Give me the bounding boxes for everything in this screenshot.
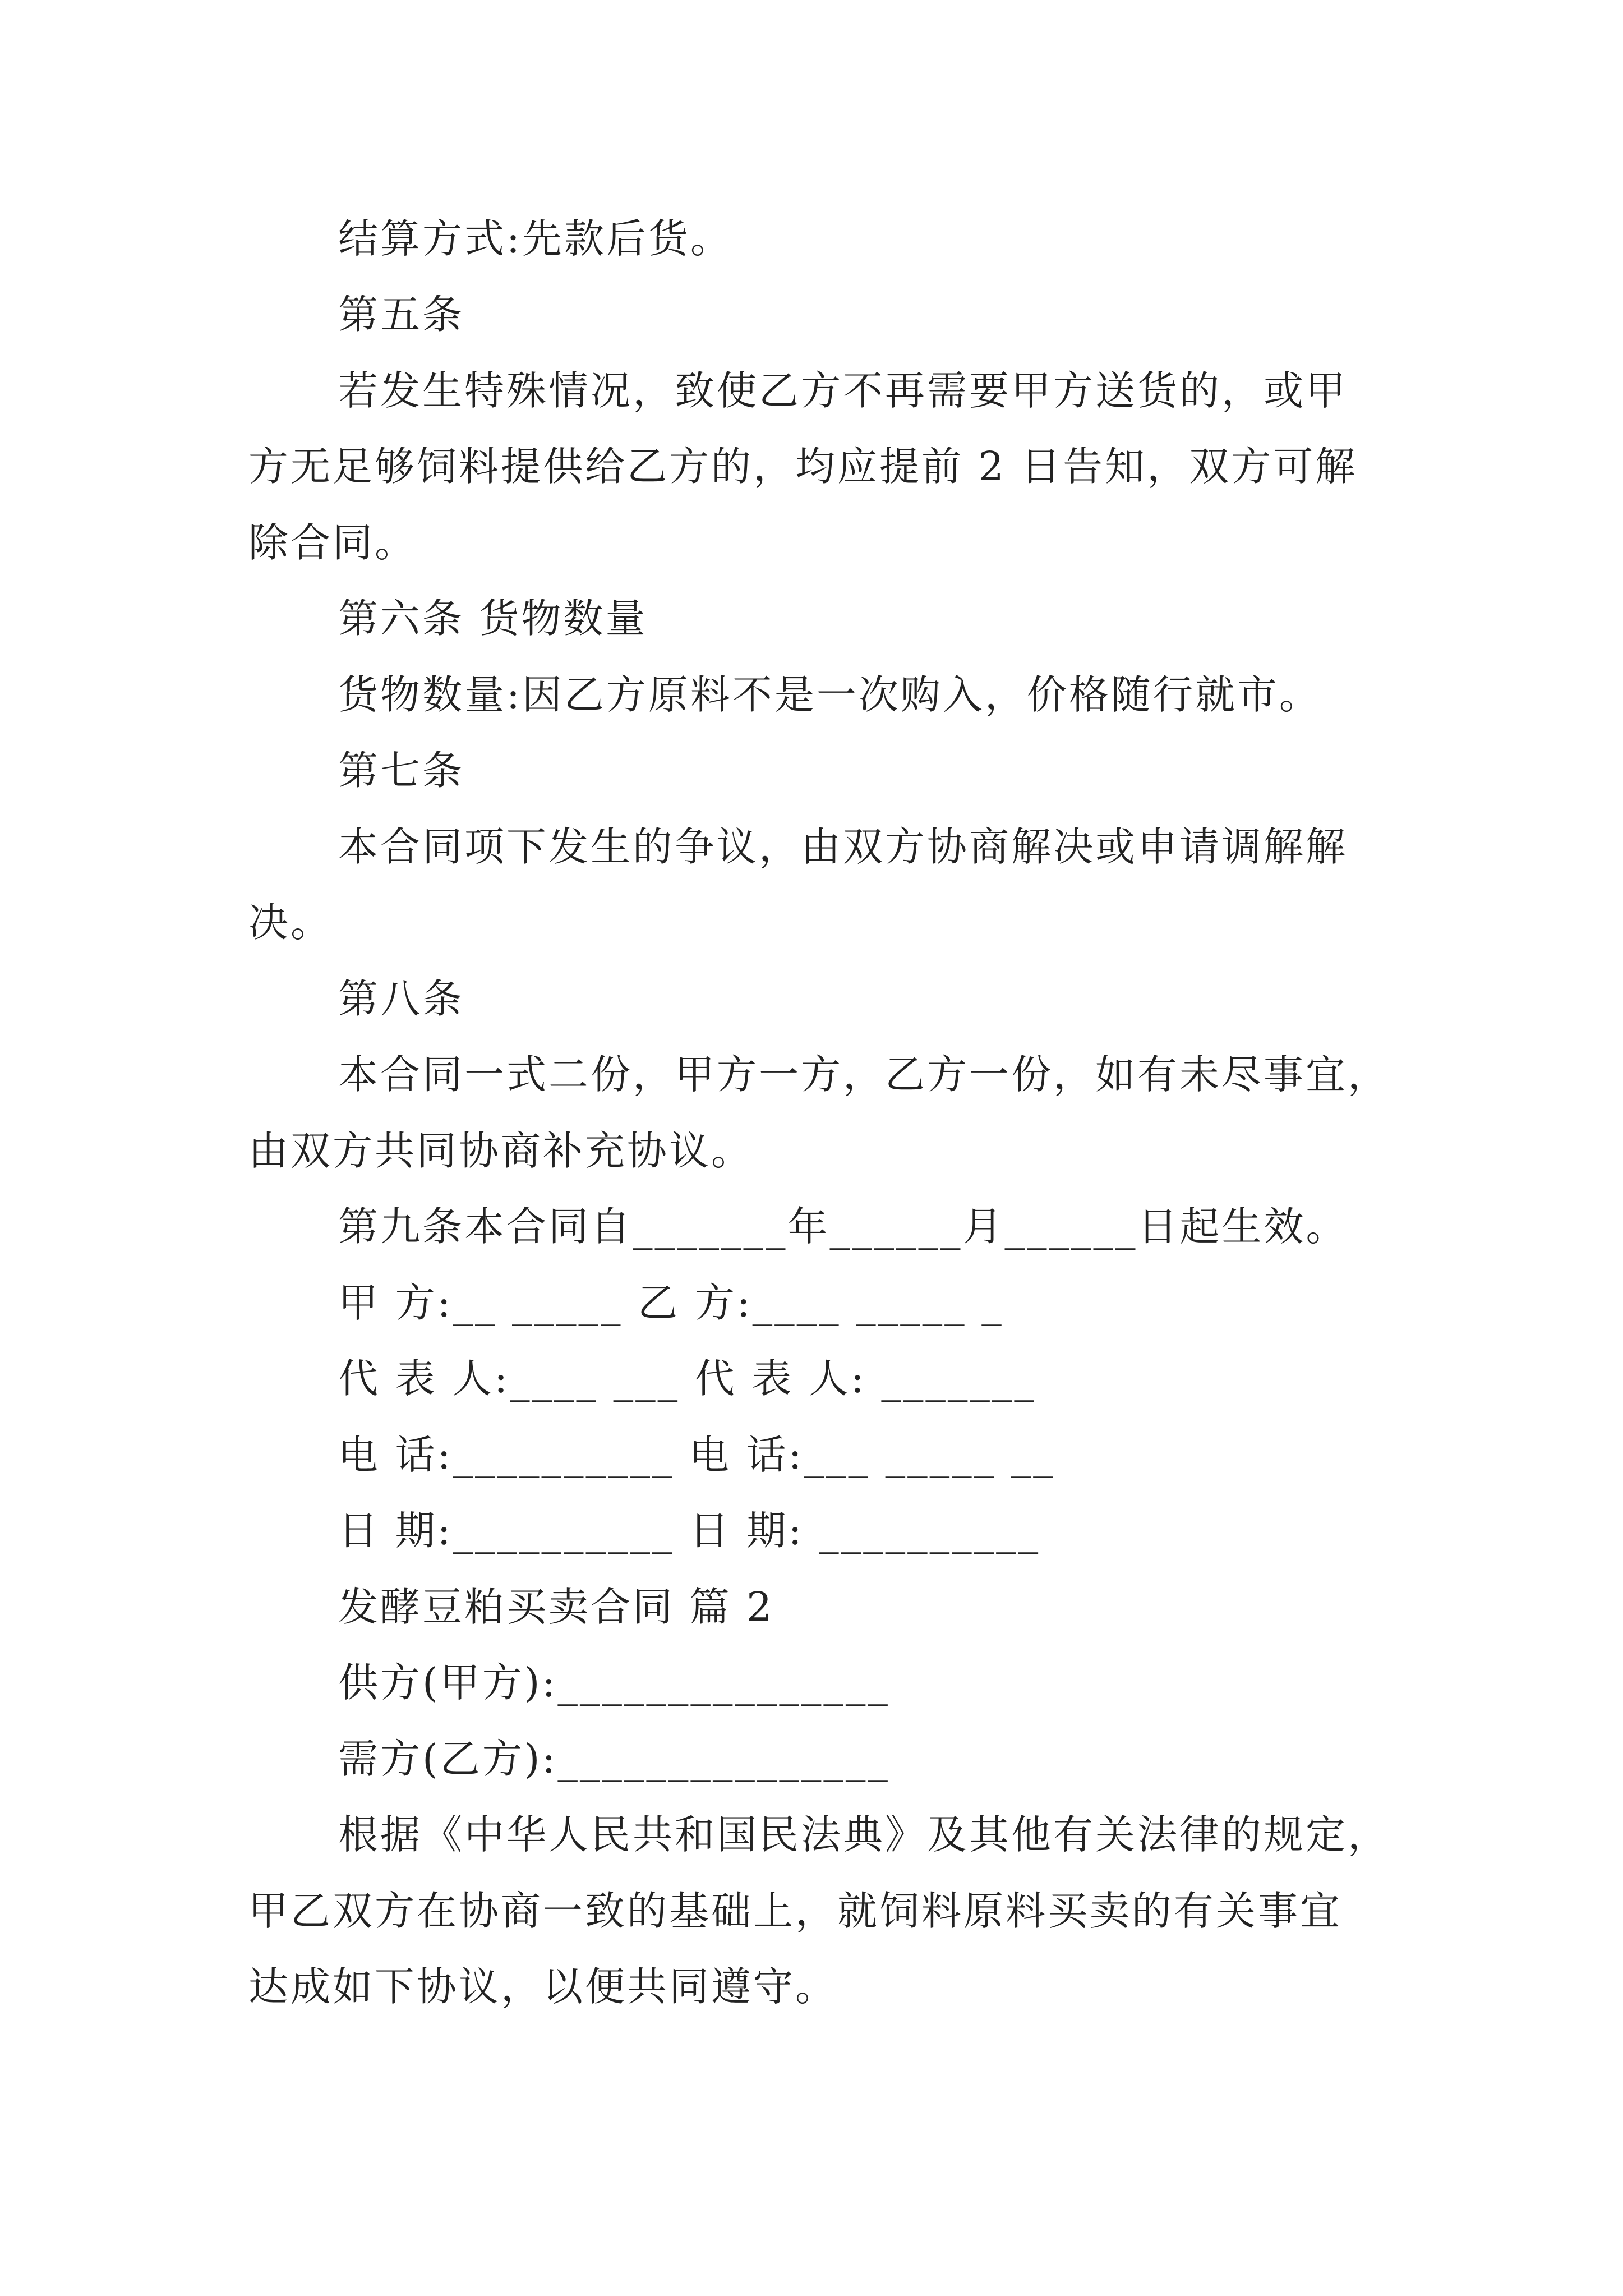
signature-representative-line: 代 表 人:____ ___ 代 表 人: _______ (338, 1355, 1036, 1402)
supplier-line: 供方(甲方):_______________ (338, 1659, 890, 1706)
article-8-heading: 第八条 (338, 976, 465, 1022)
article-5-body-line-3: 除合同。 (248, 519, 417, 566)
article-5-body-line-2: 方无足够饲料提供给乙方的，均应提前 2 日告知，双方可解 (248, 443, 1358, 490)
signature-party-line: 甲 方:__ _____ 乙 方:____ _____ _ (338, 1280, 1004, 1326)
preamble-line-3: 达成如下协议，以便共同遵守。 (248, 1963, 838, 2010)
article-8-body-line-2: 由双方共同协商补充协议。 (248, 1128, 754, 1174)
contract-2-title: 发酵豆粕买卖合同 篇 2 (338, 1584, 774, 1630)
article-8-body-line-1: 本合同一式二份，甲方一方，乙方一份，如有未尽事宜， (338, 1051, 1390, 1098)
preamble-line-2: 甲乙双方在协商一致的基础上，就饲料原料买卖的有关事宜 (248, 1888, 1343, 1934)
article-6-body: 货物数量:因乙方原料不是一次购入，价格随行就市。 (338, 671, 1321, 718)
article-5-body-line-1: 若发生特殊情况，致使乙方不再需要甲方送货的，或甲 (338, 367, 1348, 414)
preamble-line-1: 根据《中华人民共和国民法典》及其他有关法律的规定， (338, 1811, 1390, 1858)
signature-date-line: 日 期:__________ 日 期: __________ (338, 1507, 1041, 1554)
settlement-method-line: 结算方式:先款后货。 (338, 215, 732, 262)
article-6-heading: 第六条 货物数量 (338, 595, 648, 642)
article-7-body-line-2: 决。 (248, 899, 333, 946)
signature-phone-line: 电 话:__________ 电 话:___ _____ __ (338, 1432, 1055, 1478)
article-5-heading: 第五条 (338, 291, 465, 338)
article-9-line: 第九条本合同自_______年______月______日起生效。 (338, 1203, 1348, 1250)
article-7-body-line-1: 本合同项下发生的争议，由双方协商解决或申请调解解 (338, 823, 1348, 870)
buyer-line: 需方(乙方):_______________ (338, 1736, 890, 1782)
article-7-heading: 第七条 (338, 747, 465, 794)
